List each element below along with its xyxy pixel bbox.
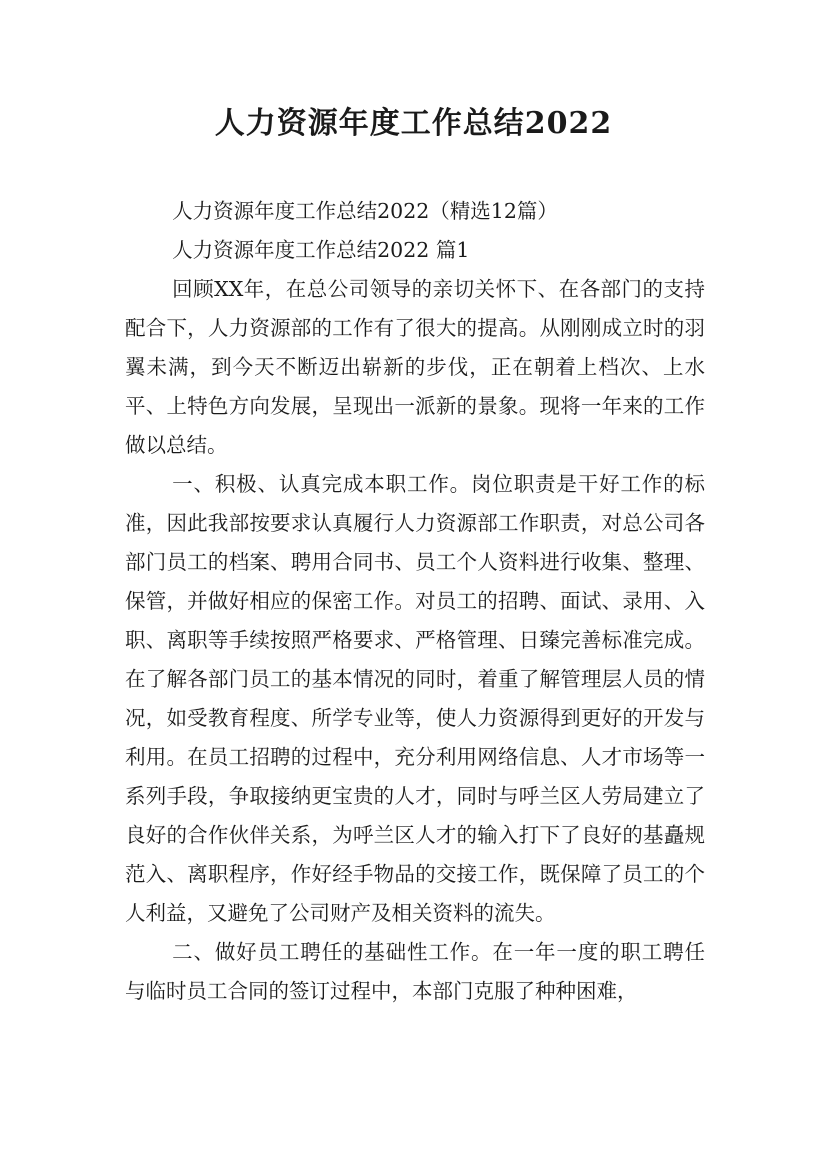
document-title: 人力资源年度工作总结2022 xyxy=(214,106,613,141)
paragraph: 一、积极、认真完成本职工作。岗位职责是干好工作的标准，因此我部按要求认真履行人力资源部工作职责，对总公司各部门员工的档案、聘用合同书、员工个人资料进行收集、整理、保管，并做好相应的保密工作。对员工的招聘、面试、录用、入职、离职等手续按照严格要求、严格管理、日臻完善标准完成。在了解各部门员工的基本情况的同时，着重了解管理层人员的情况，如受教育程度、所学专业等，使人力资源得到更好的开发与利用。在员工招聘的过程中，充分利用网络信息、人才市场等一系列手段，争取接纳更宝贵的人才，同时与呼兰区人劳局建立了良好的合作伙伴关系，为呼兰区人才的输入打下了良好的基矗规范入、离职程序，作好经手物品的交接工作，既保障了员工的个人利益，又避免了公司财产及相关资料的流失。 xyxy=(125,472,705,925)
document-body xyxy=(125,192,705,1011)
paragraph: 二、做好员工聘任的基础性工作。在一年一度的职工聘任与临时员工合同的签订过程中，本部门克服了种种困难， xyxy=(125,940,705,1003)
section-label: 人力资源年度工作总结2022 篇1 xyxy=(172,238,470,262)
paragraph: 回顾XX年，在总公司领导的亲切关怀下、在各部门的支持配合下，人力资源部的工作有了很大的提高。从刚刚成立时的羽翼未满，到今天不断迈出崭新的步伐，正在朝着上档次、上水平、上特色方向发展，呈现出一派新的景象。现将一年来的工作做以总结。 xyxy=(125,277,705,457)
document-subtitle: 人力资源年度工作总结2022（精选12篇） xyxy=(172,199,558,223)
